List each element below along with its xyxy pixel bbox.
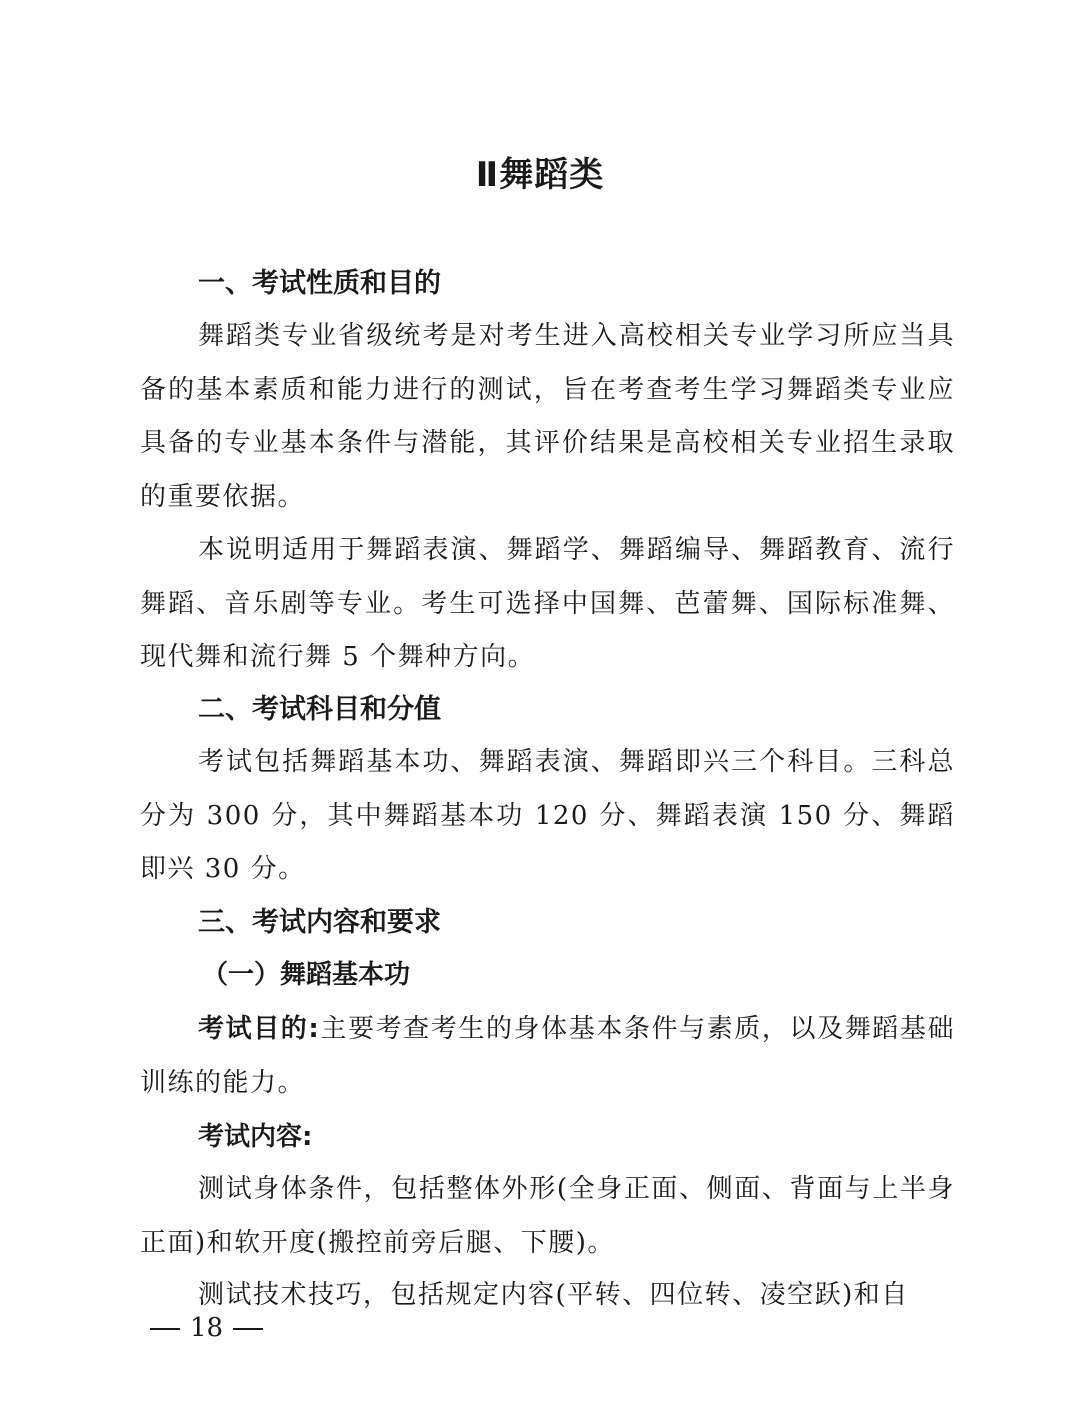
footer-dash-right bbox=[233, 1328, 263, 1330]
purpose-text: 主要考查考生的身体基本条件与素质，以及舞蹈基础训练的能力。 bbox=[140, 1014, 955, 1098]
paragraph-technique: 测试技术技巧，包括规定内容(平转、四位转、凌空跃)和自 bbox=[198, 1280, 909, 1310]
footer-dash-left bbox=[150, 1328, 180, 1330]
section-heading-content: 三、考试内容和要求 bbox=[198, 907, 441, 938]
section-heading-subjects: 二、考试科目和分值 bbox=[198, 694, 441, 725]
page-number: 18 bbox=[190, 1313, 224, 1343]
page-footer bbox=[140, 1311, 273, 1345]
page-title: Ⅱ舞蹈类 bbox=[475, 155, 605, 195]
paragraph-exam-nature: 舞蹈类专业省级统考是对考生进入高校相关专业学习所应当具备的基本素质和能力进行的测试，旨在考查考生学习舞蹈类专业应具备的专业基本条件与潜能，其评价结果是高校相关专业招生录取的重要依据。 bbox=[140, 321, 955, 512]
paragraph-scope: 本说明适用于舞蹈表演、舞蹈学、舞蹈编导、舞蹈教育、流行舞蹈、音乐剧等专业。考生可选择中国舞、芭蕾舞、国际标准舞、现代舞和流行舞 5 个舞种方向。 bbox=[140, 535, 955, 672]
paragraph-purpose bbox=[140, 1003, 955, 1110]
subheading-basic-skills: （一）舞蹈基本功 bbox=[202, 960, 411, 990]
purpose-label: 考试目的: bbox=[198, 1014, 321, 1044]
paragraph-subjects: 考试包括舞蹈基本功、舞蹈表演、舞蹈即兴三个科目。三科总分为 300 分，其中舞蹈基本功 120 分、舞蹈表演 150 分、舞蹈即兴 30 分。 bbox=[140, 747, 955, 884]
content-label: 考试内容: bbox=[198, 1122, 313, 1152]
paragraph-body-conditions: 测试身体条件，包括整体外形(全身正面、侧面、背面与上半身正面)和软开度(搬控前旁后腿、下腰)。 bbox=[140, 1174, 955, 1258]
section-heading-exam-nature: 一、考试性质和目的 bbox=[198, 268, 441, 299]
